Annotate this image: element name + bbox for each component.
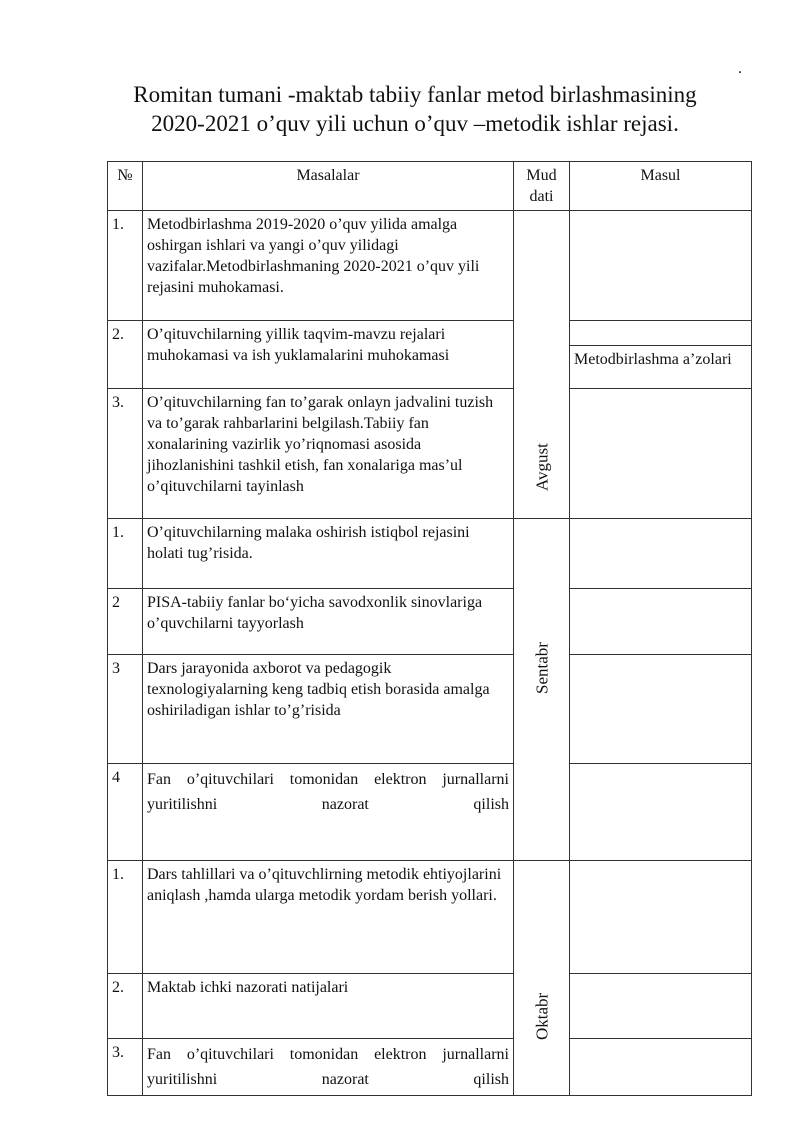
month-cell-september — [514, 519, 570, 861]
responsible-text: Metodbirlashma a’zolari — [574, 351, 732, 368]
table-row — [108, 211, 752, 321]
row-task: O’qituvchilarning malaka oshirish istiqbol rejasini holati tug’risida. — [143, 519, 514, 589]
responsible-cell — [570, 861, 752, 974]
responsible-cell — [570, 321, 752, 389]
month-cell-october — [514, 861, 570, 1096]
row-number: 2. — [108, 974, 143, 1039]
table-row — [108, 519, 752, 589]
header-tasks: Masalalar — [143, 162, 514, 211]
row-number: 4 — [108, 764, 143, 861]
work-plan-table — [107, 161, 752, 1096]
row-task: Fan o’qituvchilari tomonidan elektron jurnallarni yuritilishni nazorat qilish — [143, 1039, 514, 1096]
row-number: 3 — [108, 655, 143, 764]
row-task: PISA-tabiiy fanlar bo‘yicha savodxonlik sinovlariga o’quvchilarni tayyorlash — [143, 589, 514, 655]
responsible-cell — [570, 655, 752, 764]
month-label-october: Oktabr — [532, 992, 551, 1040]
row-task: Metodbirlashma 2019-2020 o’quv yilida amalga oshirgan ishlari va yangi o’quv yilidagi vazifalar.Metodbirlashmaning 2020-2021 o’quv yili rejasini muhokamasi. — [143, 211, 514, 321]
header-number: № — [108, 162, 143, 211]
month-label-august: Avgust — [532, 443, 551, 491]
row-number: 3. — [108, 389, 143, 519]
responsible-cell — [570, 389, 752, 519]
table-row — [108, 764, 752, 861]
month-cell-august — [514, 211, 570, 519]
table-row — [108, 389, 752, 519]
table-row — [108, 321, 752, 389]
responsible-cell — [570, 764, 752, 861]
row-number: 2 — [108, 589, 143, 655]
row-number: 1. — [108, 211, 143, 321]
responsible-cell — [570, 589, 752, 655]
row-task: O’qituvchilarning fan to’garak onlayn jadvalini tuzish va to’garak rahbarlarini belgilash.Tabiiy fan xonalarining vazirlik yo’riqnomasi asosida jihozlanishini tashkil etish, fan xonalariga mas’ul o’qituvchilarni tayinlash — [143, 389, 514, 519]
header-row — [108, 162, 752, 211]
title-line-1: Romitan tumani -maktab tabiiy fanlar metod birlashmasining — [133, 82, 697, 107]
row-task: Maktab ichki nazorati natijalari — [143, 974, 514, 1039]
row-number: 1. — [108, 519, 143, 589]
responsible-cell — [570, 211, 752, 321]
corner-mark: . — [738, 60, 742, 77]
responsible-cell — [570, 519, 752, 589]
row-number: 2. — [108, 321, 143, 389]
page-title — [100, 80, 730, 138]
row-task: Dars tahlillari va o’qituvchlirning metodik ehtiyojlarini aniqlash ,hamda ularga metodik yordam berish yollari. — [143, 861, 514, 974]
row-task: Dars jarayonida axborot va pedagogik texnologiyalarning keng tadbiq etish borasida amalga oshiriladigan ishlar to’g’risida — [143, 655, 514, 764]
responsible-cell — [570, 974, 752, 1039]
table-row — [108, 861, 752, 974]
row-task: O’qituvchilarning yillik taqvim-mavzu rejalari muhokamasi va ish yuklamalarini muhokamasi — [143, 321, 514, 389]
row-number: 3. — [108, 1039, 143, 1096]
table-row — [108, 589, 752, 655]
header-deadline: Mud dati — [514, 162, 570, 211]
table-row — [108, 974, 752, 1039]
responsible-cell — [570, 1039, 752, 1096]
title-line-2: 2020-2021 o’quv yili uchun o’quv –metodik ishlar rejasi. — [151, 111, 679, 136]
table-row — [108, 1039, 752, 1096]
row-number: 1. — [108, 861, 143, 974]
row-task: Fan o’qituvchilari tomonidan elektron jurnallarni yuritilishni nazorat qilish — [143, 764, 514, 861]
header-responsible: Masul — [570, 162, 752, 211]
month-label-september: Sentabr — [532, 642, 551, 694]
table-row — [108, 655, 752, 764]
